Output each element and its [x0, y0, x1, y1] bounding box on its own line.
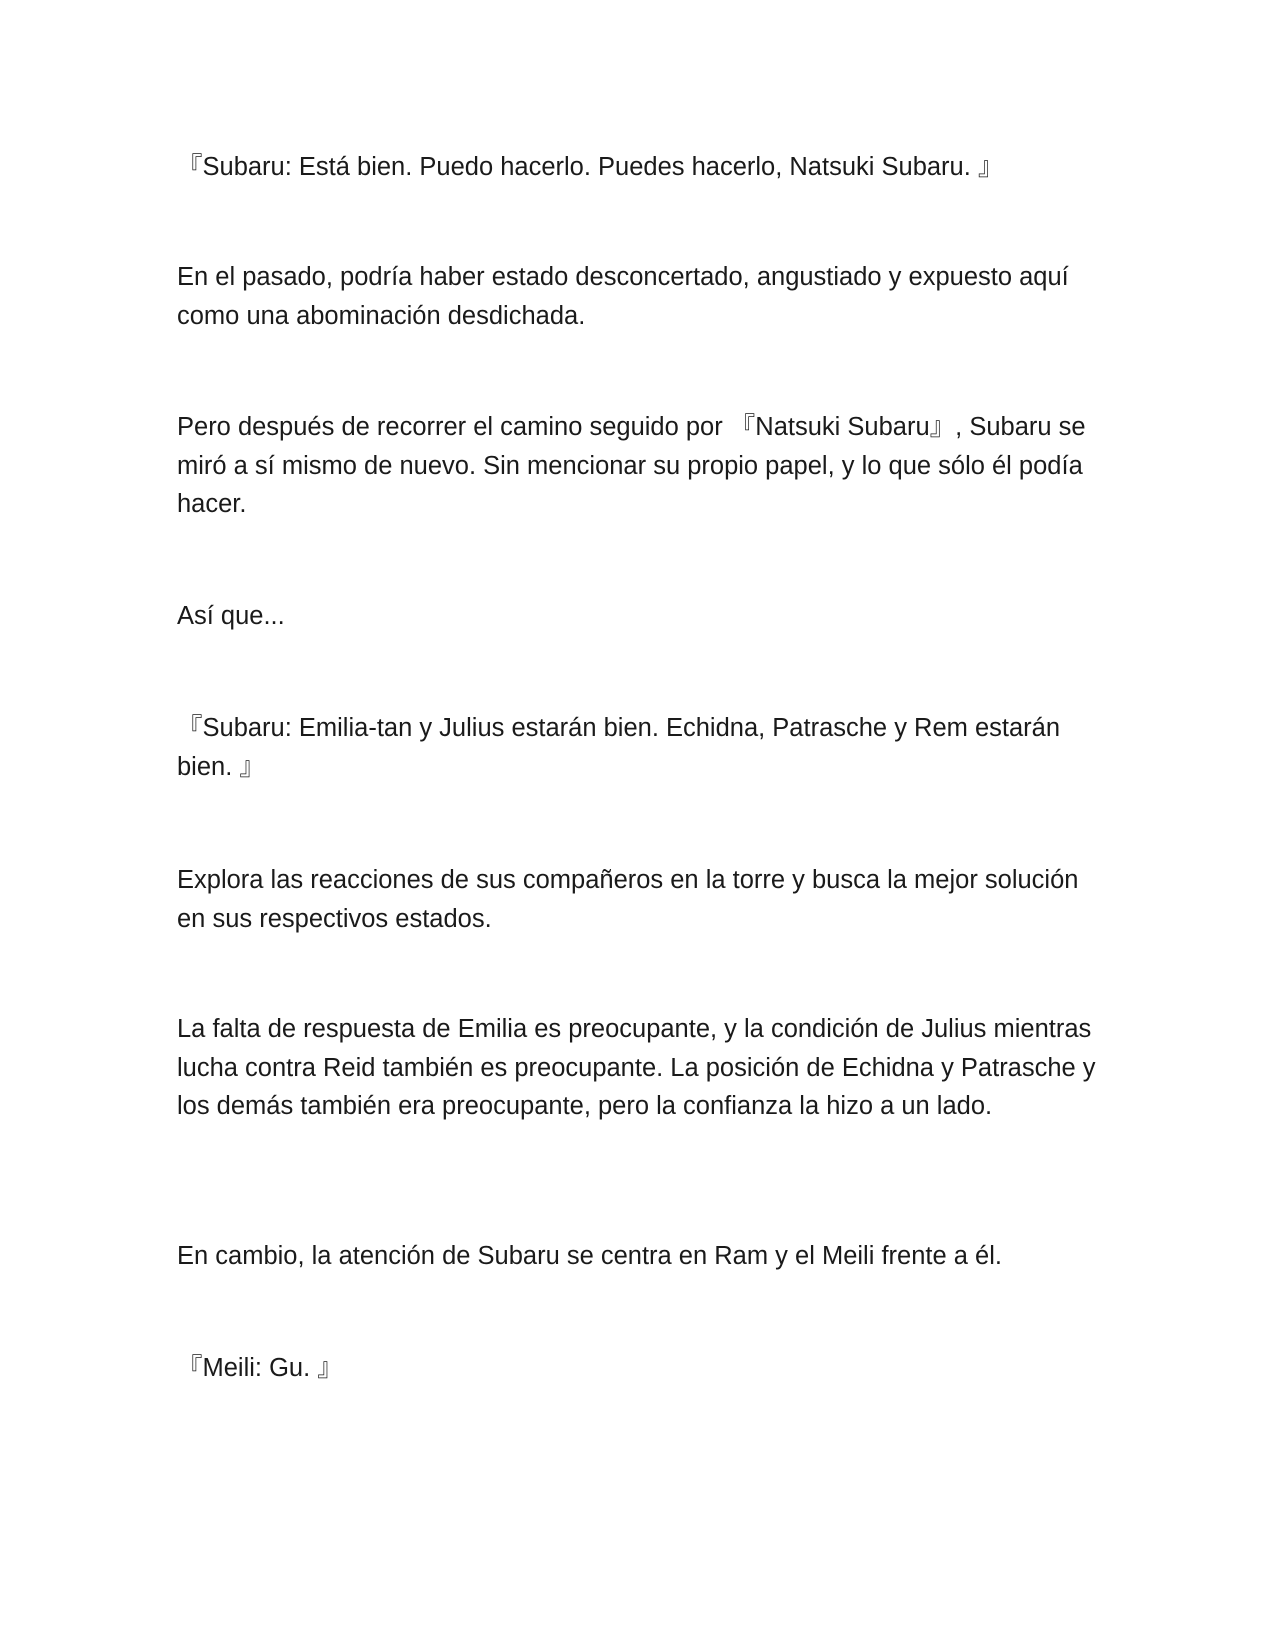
paragraph-past-reflection: En el pasado, podría haber estado desconcertado, angustiado y expuesto aquí como una abominación desdichada. [177, 263, 1076, 330]
paragraph-path-natsuki-subaru: Pero después de recorrer el camino seguido por 『Natsuki Subaru』, Subaru se miró a sí mismo de nuevo. Sin mencionar su propio papel, y lo que sólo él podía hacer. [177, 413, 1093, 518]
paragraph-subaru-dialogue-2: 『Subaru: Emilia-tan y Julius estarán bien. Echidna, Patrasche y Rem estarán bien. 』 [177, 714, 1068, 781]
paragraph-subaru-dialogue-1: 『Subaru: Está bien. Puedo hacerlo. Puedes hacerlo, Natsuki Subaru. 』 [177, 153, 1004, 181]
paragraph-explore-reactions: Explora las reacciones de sus compañeros en la torre y busca la mejor solución en sus respectivos estados. [177, 866, 1086, 933]
paragraph-attention-ram-meili: En cambio, la atención de Subaru se centra en Ram y el Meili frente a él. [177, 1242, 1002, 1270]
paragraph-emilia-julius-concern: La falta de respuesta de Emilia es preocupante, y la condición de Julius mientras lucha contra Reid también es preocupante. La posición de Echidna y Patrasche y los demás también era preocupante, pero la confianza la hizo a un lado. [177, 1015, 1103, 1120]
paragraph-meili-dialogue: 『Meili: Gu. 』 [177, 1354, 343, 1382]
paragraph-asi-que: Así que... [177, 602, 285, 630]
